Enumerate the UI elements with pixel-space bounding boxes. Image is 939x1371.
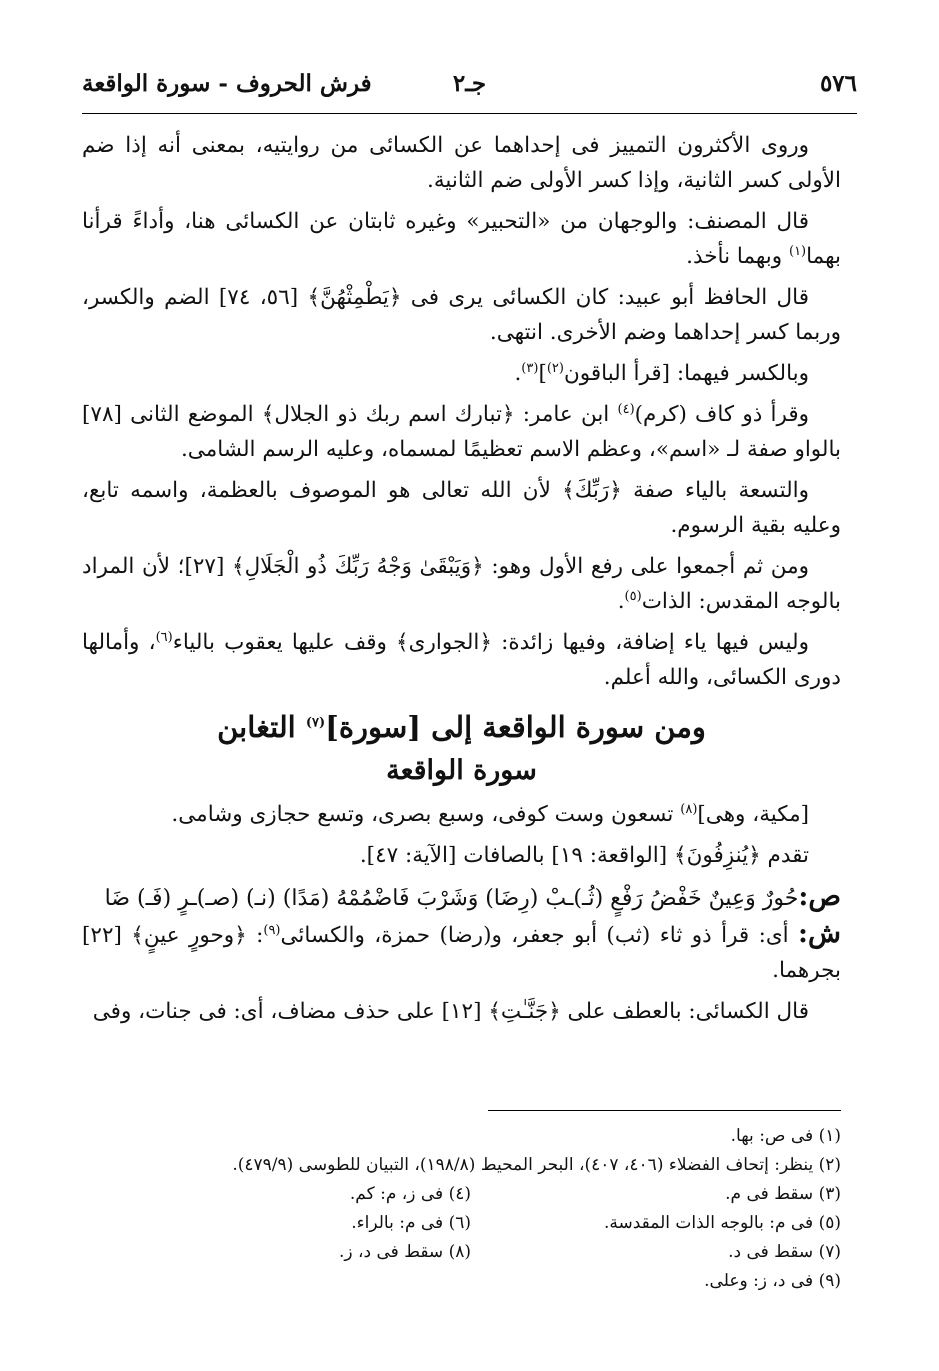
section-heading: ومن سورة الواقعة إلى [سورة]$^{(٧)}$ التغابن xyxy=(217,710,706,744)
footnote: (٤) فى ز، م: كم. xyxy=(349,1184,471,1204)
footnote: (٦) فى م: بالراء. xyxy=(351,1213,471,1233)
footnote-ref[interactable]: (٧) xyxy=(305,715,326,731)
commentary-label: ش: xyxy=(798,918,841,949)
footnote: (٨) سقط فى د، ز. xyxy=(339,1242,471,1262)
paragraph: وبالكسر فيهما: [قرأ الباقون$^{(٢)}$]$^{(٣)}$. xyxy=(514,360,809,386)
footnote-ref[interactable]: (٦) xyxy=(155,629,173,645)
main-text xyxy=(82,128,841,1035)
footnotes xyxy=(82,1122,841,1296)
poem-verse xyxy=(82,879,841,916)
header-divider xyxy=(82,113,857,114)
verse-hemistich: وَشَرْبَ فَاضْمُمْهُ (مَدًا) (نـ) (صـ)ـرٍ (فَـ) ضَا xyxy=(104,886,479,911)
volume-label: جـ٢ xyxy=(452,70,487,97)
paragraph: وليس فيها ياء إضافة، وفيها زائدة: ﴿الجوارى﴾ وقف عليها يعقوب بالياء$^{(٦)}$، وأمالها دورى الكسائى، والله أعلم. xyxy=(82,629,841,690)
page-number: ٥٧٦ xyxy=(819,70,857,97)
paragraph: وقرأ ذو كاف (كرم)$^{(٤)}$ ابن عامر: ﴿تبارك اسم ربك ذو الجلال﴾ الموضع الثانى [٧٨] بالواو صفة لـ «اسم»، وعظم الاسم تعظيمًا لمسماه، وعليه الرسم الشامى. xyxy=(82,401,841,462)
footnote: (٣) سقط فى م. xyxy=(725,1184,841,1204)
footnote-ref[interactable]: (٨) xyxy=(680,801,698,817)
footnote-ref[interactable]: (٢) xyxy=(546,360,564,376)
footnote-divider xyxy=(488,1110,841,1111)
paragraph: قال المصنف: والوجهان من «التحبير» وغيره ثابتان عن الكسائى هنا، وأداءً قرأنا بهما$^{(١)}$ وبهما نأخذ. xyxy=(82,209,841,269)
verse-hemistich: حُورٌ وَعِينٌ خَفْضُ رَفْعٍ (ثُـ)ـبْ (رِضَا) xyxy=(485,886,799,911)
surah-heading: سورة الواقعة xyxy=(386,755,537,786)
running-title: فرش الحروف - سورة الواقعة xyxy=(82,70,372,97)
intro-line: تقدم ﴿يُنزِفُونَ﴾ [الواقعة: ١٩] بالصافات [الآية: ٤٧]. xyxy=(359,843,809,868)
commentary: ش: أى: قرأ ذو ثاء (ثب) أبو جعفر، و(رضا) حمزة، والكسائى$^{(٩)}$: ﴿وحورٍ عينٍ﴾ [٢٢] بجرهما. xyxy=(82,918,841,983)
paragraph: والتسعة بالياء صفة ﴿رَبِّكَ﴾ لأن الله تعالى هو الموصوف بالعظمة، واسمه تابع، وعليه بقية الرسوم. xyxy=(82,478,841,538)
footnote: (٧) سقط فى د. xyxy=(728,1242,841,1262)
footnote-ref[interactable]: (٥) xyxy=(624,588,642,604)
paragraph: وروى الأكثرون التمييز فى إحداهما عن الكسائى من روايتيه، بمعنى أنه إذا ضم الأولى كسر الثانية، وإذا كسر الأولى ضم الثانية. xyxy=(82,133,841,193)
footnote-ref[interactable]: (٤) xyxy=(617,401,635,417)
paragraph: قال الكسائى: بالعطف على ﴿جَنَّـٰتِ﴾ [١٢] على حذف مضاف، أى: فى جنات، وفى xyxy=(92,999,809,1024)
footnote-ref[interactable]: (٣) xyxy=(521,360,539,376)
footnote: (٢) ينظر: إتحاف الفضلاء (٤٠٦، ٤٠٧)، البحر المحيط (١٩٨/٨)، التبيان للطوسى (٤٧٩/٩). xyxy=(232,1155,841,1175)
footnote-ref[interactable]: (٩) xyxy=(263,922,281,938)
page-header xyxy=(82,66,857,106)
intro-line: [مكية، وهى]$^{(٨)}$ تسعون وست كوفى، وسبع بصرى، وتسع حجازى وشامى. xyxy=(171,801,809,827)
paragraph: ومن ثم أجمعوا على رفع الأول وهو: ﴿وَيَبْقَىٰ وَجْهُ رَبِّكَ ذُو الْجَلَالِ﴾ [٢٧]؛ لأن المراد بالوجه المقدس: الذات$^{(٥)}$. xyxy=(82,554,841,614)
verse-label: ص: xyxy=(798,881,841,912)
footnote: (٥) فى م: بالوجه الذات المقدسة. xyxy=(603,1213,841,1233)
paragraph: قال الحافظ أبو عبيد: كان الكسائى يرى فى ﴿يَطْمِثْهُنَّ﴾ [٥٦، ٧٤] الضم والكسر، وربما كسر إحداهما وضم الأخرى. انتهى. xyxy=(82,285,841,345)
footnote: (١) فى ص: بها. xyxy=(730,1126,841,1146)
footnote-ref[interactable]: (١) xyxy=(788,243,807,259)
footnote: (٩) فى د، ز: وعلى. xyxy=(704,1271,841,1291)
